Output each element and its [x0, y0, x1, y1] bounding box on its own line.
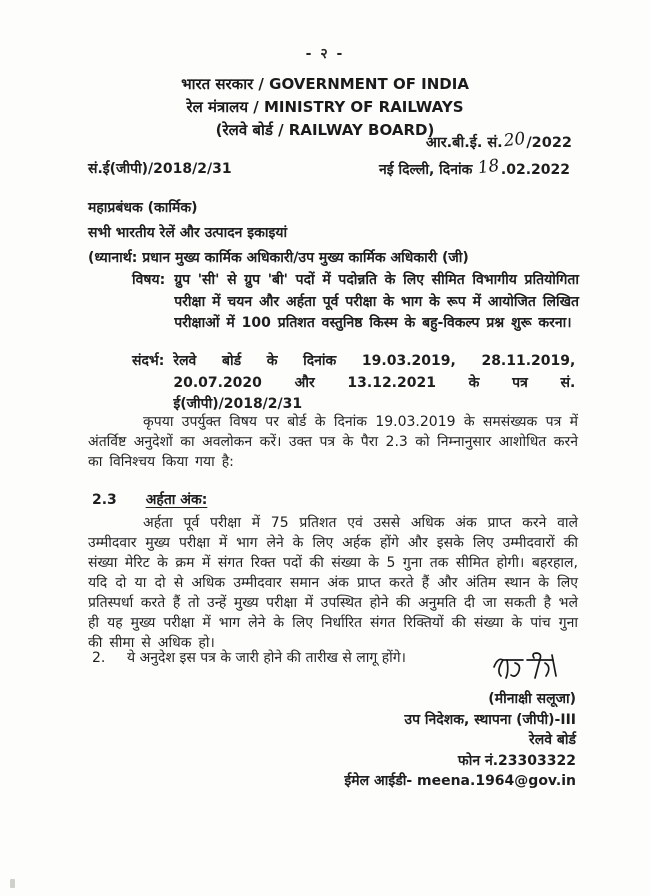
section-2-3-number: 2.3	[92, 492, 117, 508]
addressee-block	[88, 196, 469, 271]
subject-block	[132, 270, 579, 335]
letterhead-govt-line: भारत सरकार / GOVERNMENT OF INDIA	[181, 75, 469, 93]
handwritten-signature-icon	[490, 651, 564, 687]
section-2-3-heading: अर्हता अंक:	[145, 492, 208, 508]
place-date-line	[378, 155, 570, 179]
addressee-railways: सभी भारतीय रेलें और उत्पादन इकाइयां	[88, 225, 288, 241]
page-number: - २ -	[305, 46, 345, 62]
rbe-number-line	[425, 128, 572, 152]
rbe-suffix: /2022	[526, 135, 572, 151]
signatory-name: (मीनाक्षी सलूजा)	[488, 691, 576, 707]
letterhead-board-line: (रेलवे बोर्ड / RAILWAY BOARD)	[215, 121, 435, 139]
section-2-3-paragraph: अर्हता पूर्व परीक्षा में 75 प्रतिशत एवं उससे अधिक अंक प्राप्त करने वाले उम्मीदवार मुख्य परीक्षा में भाग लेने के लिए अर्हक होंगे और इसके लिए उम्मीदवारों की संख्या मेरिट के क्रम में संगत रिक्त पदों की संख्या के 5 गुना तक सीमित होगी। बहरहाल, यदि दो या दो से अधिक उम्मीदवार समान अंक प्राप्त करते हैं और अंतिम स्थान के लिए प्रतिस्पर्धा करते हैं तो उन्हें मुख्य परीक्षा में उपस्थित होने की अनुमति दी जा सकती है भले ही यह मुख्य परीक्षा में भाग लेने के लिए निर्धारित संगत रिक्तियों की संख्या के पांच गुना की सीमा से अधिक हो।	[88, 515, 578, 651]
addressee-attention: (ध्यानार्थ: प्रधान मुख्य कार्मिक अधिकारी/उप मुख्य कार्मिक अधिकारी (जी)	[88, 250, 469, 266]
date-prefix: नई दिल्ली, दिनांक	[378, 162, 478, 178]
rbe-number-handwritten: 20	[502, 128, 527, 152]
signatory-designation: उप निदेशक, स्थापना (जीपी)-III	[404, 711, 576, 728]
reference-label: संदर्भ:	[132, 353, 165, 369]
signatory-organization: रेलवे बोर्ड	[529, 732, 576, 748]
section-2-3-heading-row	[92, 490, 207, 509]
date-suffix: .02.2022	[500, 162, 570, 178]
signature-block	[344, 651, 576, 792]
item-2-number: 2.	[92, 650, 106, 666]
addressee-title: महाप्रबंधक (कार्मिक)	[88, 200, 198, 216]
rbe-prefix: आर.बी.ई. सं.	[425, 135, 503, 151]
item-2-text: ये अनुदेश इस पत्र के जारी होने की तारीख से लागू होंगे।	[127, 650, 406, 666]
date-day-handwritten: 18	[476, 155, 501, 179]
signatory-phone: फोन नं.23303322	[457, 752, 576, 769]
subject-label: विषय:	[132, 272, 166, 288]
opening-paragraph: कृपया उपर्युक्त विषय पर बोर्ड के दिनांक 19.03.2019 के समसंख्यक पत्र में अंतर्विष्ट अनुदेशों का अवलोकन करें। उक्त पत्र के पैरा 2.3 को निम्नानुसार आशोधित करने का विनिश्चय किया गया है:	[88, 414, 578, 470]
signatory-email: ईमेल आईडी- meena.1964@gov.in	[344, 773, 576, 789]
subject-text: ग्रुप 'सी' से ग्रुप 'बी' पदों में पदोन्नति के लिए सीमित विभागीय प्रतियोगिता परीक्षा में चयन और अर्हता पूर्व परीक्षा के भाग के रूप में आयोजित लिखित परीक्षाओं में 100 प्रतिशत वस्तुनिष्ठ किस्म के बहु-विकल्प प्रश्न शुरू करना।	[174, 272, 579, 331]
file-number: सं.ई(जीपी)/2018/2/31	[88, 161, 232, 177]
reference-block	[132, 351, 582, 416]
scan-smudge-mark	[10, 879, 15, 888]
reference-text: रेलवे बोर्ड के दिनांक 19.03.2019, 28.11.2019, 20.07.2020 और 13.12.2021 के पत्र सं. ई(जीपी)/2018/2/31	[173, 353, 576, 412]
letterhead-ministry-line: रेल मंत्रालय / MINISTRY OF RAILWAYS	[186, 98, 464, 116]
